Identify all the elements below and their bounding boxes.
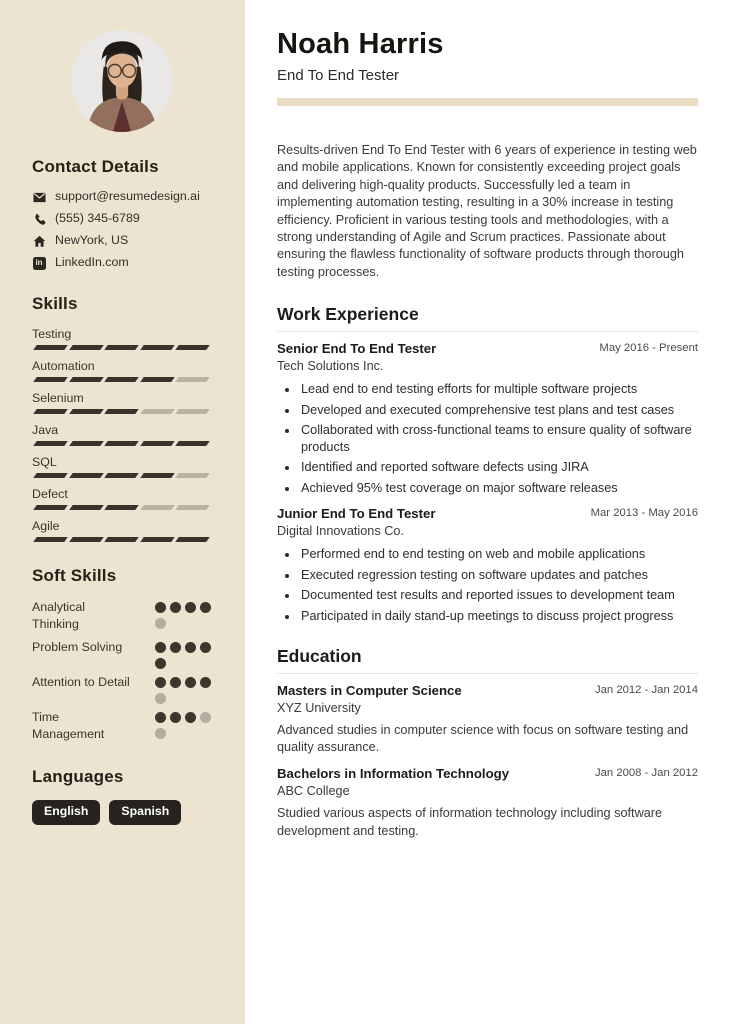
education-header: [277, 766, 698, 781]
skill-name: Selenium: [32, 391, 84, 405]
job-bullets: [277, 381, 698, 496]
rating-dot-filled: [170, 712, 181, 723]
skill-segment-filled: [33, 505, 67, 510]
skill-level-bar: [32, 377, 211, 382]
skill-item: [32, 359, 211, 382]
mail-icon: [32, 190, 46, 204]
soft-skill-name: Analytical Thinking: [32, 600, 86, 632]
skill-item: [32, 327, 211, 350]
skill-segment-filled: [33, 441, 67, 446]
skill-name: Java: [32, 423, 59, 437]
rating-dot-filled: [185, 642, 196, 653]
soft-skill-dots: [155, 709, 211, 739]
profile-summary: Results-driven End To End Tester with 6 years of experience in testing web and mobile applications. Known for consistently exceeding project goals and delivering high-quality products. Successfully led a team in implementing automation testing, resulting in a 30% increase in testing efficiency. Proficient in various testing tools and methodologies, with a strong understanding of Agile and Scrum practices. Passionate about ensuring the flawless functionality of software products through thorough testing processes.: [277, 143, 697, 279]
skill-segment-empty: [140, 409, 174, 414]
skills-section: [32, 294, 211, 542]
skill-name: Testing: [32, 327, 72, 341]
skill-segment-filled: [140, 473, 174, 478]
language-chip: English: [32, 800, 100, 825]
bullet-item: • Documented test results and reported issues to development team: [299, 587, 698, 604]
rating-dot-filled: [200, 642, 211, 653]
rating-dot-filled: [155, 602, 166, 613]
skill-segment-filled: [140, 345, 174, 350]
soft-skill-name: Time Management: [32, 709, 105, 742]
education-dates: Jan 2008 - Jan 2012: [594, 767, 698, 780]
skill-item: [32, 455, 211, 478]
skill-name: SQL: [32, 455, 57, 469]
contact-email-text: support@resumedesign.ai: [55, 189, 200, 204]
phone-icon: [32, 212, 46, 226]
job-role: End To End Tester: [277, 67, 400, 84]
rating-dot-empty: [155, 693, 166, 704]
contact-linkedin-text: LinkedIn.com: [55, 255, 129, 270]
person-name: Noah Harris: [277, 28, 444, 60]
bullet-item: • Lead end to end testing efforts for multiple software projects: [299, 381, 698, 398]
degree-title: Bachelors in Information Technology: [277, 766, 510, 782]
skill-segment-filled: [104, 473, 138, 478]
soft-skill-dots: [155, 674, 211, 704]
soft-skill-item: [32, 674, 211, 704]
rating-dot-filled: [185, 677, 196, 688]
soft-skills-section: [32, 566, 211, 743]
education-entry: [277, 683, 698, 757]
sidebar: [0, 0, 245, 1024]
contact-linkedin: [32, 256, 211, 270]
main-content: [245, 0, 730, 1024]
job-title: Junior End To End Tester: [277, 506, 436, 522]
skill-name: Agile: [32, 519, 60, 533]
soft-skills-title: Soft Skills: [32, 566, 117, 585]
skill-segment-filled: [33, 409, 67, 414]
skill-segment-filled: [104, 441, 138, 446]
skill-segment-filled: [140, 377, 174, 382]
rating-dot-filled: [170, 642, 181, 653]
skill-segment-filled: [104, 377, 138, 382]
avatar-wrap: [32, 30, 211, 132]
bullet-item: • Participated in daily stand-up meetings to discuss project progress: [299, 608, 698, 625]
skill-segment-filled: [69, 345, 103, 350]
skill-item: [32, 423, 211, 446]
skill-segment-filled: [104, 537, 138, 542]
accent-divider: [277, 98, 698, 106]
skill-segment-filled: [176, 441, 210, 446]
rating-dot-filled: [155, 642, 166, 653]
job-dates: May 2016 - Present: [599, 342, 698, 355]
skill-level-bar: [32, 441, 211, 446]
skill-segment-filled: [69, 377, 103, 382]
skill-level-bar: [32, 505, 211, 510]
skill-segment-filled: [69, 441, 103, 446]
soft-skill-name: Attention to Detail: [32, 674, 130, 689]
skill-level-bar: [32, 409, 211, 414]
contact-section: [32, 157, 211, 270]
rating-dot-filled: [200, 602, 211, 613]
skill-segment-filled: [140, 537, 174, 542]
language-chips: [32, 800, 211, 825]
linkedin-icon: in: [32, 256, 46, 270]
skill-item: [32, 391, 211, 414]
skill-segment-filled: [176, 537, 210, 542]
language-chip: Spanish: [109, 800, 181, 825]
avatar-illustration: [71, 30, 173, 132]
bullet-item: • Developed and executed comprehensive test plans and test cases: [299, 402, 698, 419]
skill-name: Defect: [32, 487, 68, 501]
skills-title: Skills: [32, 294, 78, 313]
rating-dot-filled: [185, 602, 196, 613]
school-name: ABC College: [277, 784, 350, 799]
contact-title: Contact Details: [32, 157, 159, 176]
skill-segment-empty: [176, 505, 210, 510]
soft-skill-item: [32, 639, 211, 669]
skill-segment-filled: [104, 505, 138, 510]
bullet-item: • Achieved 95% test coverage on major software releases: [299, 480, 698, 497]
rating-dot-filled: [155, 658, 166, 669]
skill-segment-empty: [176, 377, 210, 382]
rating-dot-filled: [170, 602, 181, 613]
education-description: Studied various aspects of information technology including software development and testing.: [277, 806, 663, 838]
bullet-item: • Identified and reported software defects using JIRA: [299, 459, 698, 476]
bullet-item: • Performed end to end testing on web and mobile applications: [299, 546, 698, 563]
skill-segment-filled: [33, 345, 67, 350]
job-header: [277, 506, 698, 521]
education-header: [277, 683, 698, 698]
contact-email: [32, 190, 211, 204]
home-icon: [32, 234, 46, 248]
rating-dot-filled: [170, 677, 181, 688]
bullet-item: • Executed regression testing on software updates and patches: [299, 567, 698, 584]
skill-segment-filled: [33, 537, 67, 542]
school-name: XYZ University: [277, 700, 361, 715]
education-dates: Jan 2012 - Jan 2014: [594, 683, 698, 696]
skill-level-bar: [32, 345, 211, 350]
rating-dot-filled: [155, 712, 166, 723]
soft-skill-name: Problem Solving: [32, 639, 123, 654]
skill-segment-filled: [104, 409, 138, 414]
skill-segment-filled: [33, 377, 67, 382]
education-description: Advanced studies in computer science with focus on software testing and quality assurance.: [277, 722, 689, 754]
languages-title: Languages: [32, 767, 124, 787]
job-entry: [277, 506, 698, 624]
contact-location: [32, 234, 211, 248]
education-entry: [277, 766, 698, 840]
contact-phone: [32, 212, 211, 226]
skill-segment-empty: [176, 409, 210, 414]
skill-item: [32, 519, 211, 542]
rating-dot-empty: [155, 618, 166, 629]
skill-segment-filled: [33, 473, 67, 478]
soft-skill-item: [32, 599, 211, 634]
skill-segment-filled: [140, 441, 174, 446]
skill-level-bar: [32, 473, 211, 478]
skill-segment-empty: [140, 505, 174, 510]
skill-segment-filled: [176, 345, 210, 350]
job-dates: Mar 2013 - May 2016: [590, 507, 698, 520]
languages-section: [32, 767, 211, 825]
skill-segment-filled: [69, 409, 103, 414]
skill-name: Automation: [32, 359, 95, 373]
soft-skill-item: [32, 709, 211, 744]
job-bullets: [277, 546, 698, 624]
skill-segment-filled: [69, 473, 103, 478]
rating-dot-empty: [200, 712, 211, 723]
soft-skill-dots: [155, 639, 211, 669]
contact-location-text: NewYork, US: [55, 233, 129, 248]
bullet-item: • Collaborated with cross-functional teams to ensure quality of software products: [299, 422, 698, 456]
rating-dot-filled: [200, 677, 211, 688]
contact-phone-text: (555) 345-6789: [55, 211, 140, 226]
job-header: [277, 341, 698, 356]
skill-segment-filled: [69, 505, 103, 510]
skill-item: [32, 487, 211, 510]
rating-dot-filled: [185, 712, 196, 723]
job-company: Digital Innovations Co.: [277, 524, 404, 539]
work-experience-title: Work Experience: [277, 304, 698, 332]
skill-segment-filled: [104, 345, 138, 350]
avatar: [71, 30, 173, 132]
rating-dot-filled: [155, 677, 166, 688]
soft-skill-dots: [155, 599, 211, 629]
job-company: Tech Solutions Inc.: [277, 359, 384, 374]
job-title: Senior End To End Tester: [277, 341, 437, 357]
skill-segment-filled: [69, 537, 103, 542]
job-entry: [277, 341, 698, 496]
education-title: Education: [277, 646, 698, 674]
skill-level-bar: [32, 537, 211, 542]
skill-segment-empty: [176, 473, 210, 478]
rating-dot-empty: [155, 728, 166, 739]
degree-title: Masters in Computer Science: [277, 682, 462, 698]
